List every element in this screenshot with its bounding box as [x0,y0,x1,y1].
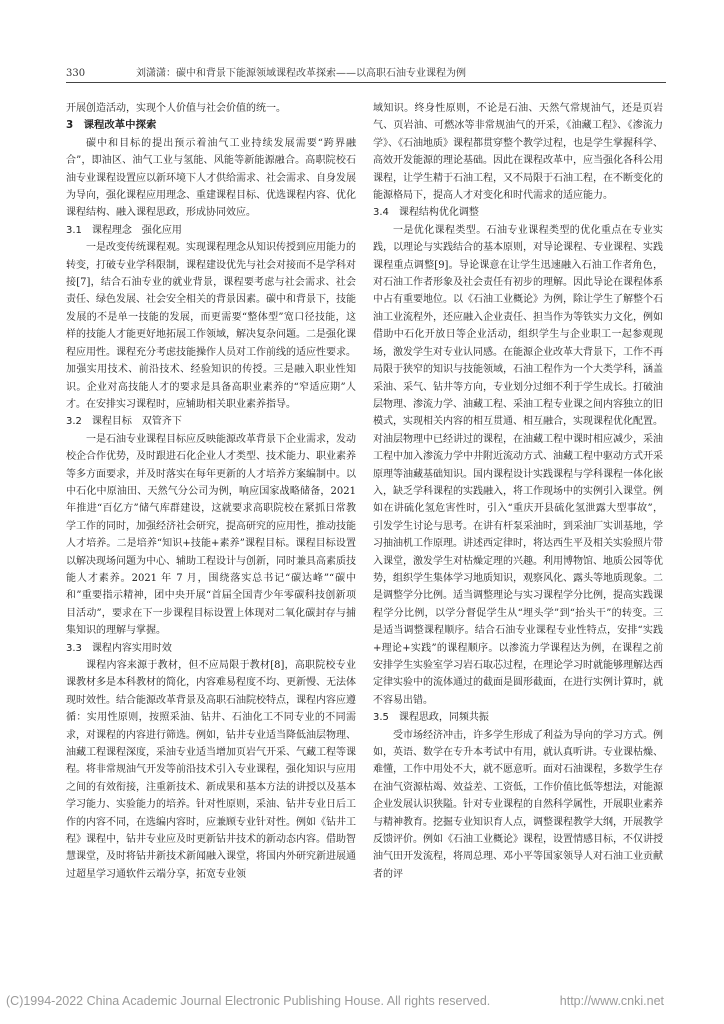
right-column [373,100,663,990]
subsection-heading: 3.5 课程思政，同频共振 [373,712,489,724]
paragraph: 碳中和目标的提出预示着油气工业持续发展需要“跨界融合”，即油区、油气工业与氢能、风能等新能源融合。高职院校石油专业课程设置应以新环境下人才供给需求、社会需求、自身发展为导向，强化课程应用理念、重建课程目标、优选课程内容、优化课程结构、融入课程思政，形成协同效应。 [66,137,356,219]
paragraph: 一是改变传统课程观。实现课程理念从知识传授到应用能力的转变，打破专业学科限制，课程建设优先与社会对接而不是学科对接[7]，结合石油专业的就业背景，课程要考虑与社会需求、社会责任、绿色发展、社会安全相关的背景因素。碳中和背景下，技能发展的不是单一技能的发展，而更需要“整体型”宽口径技能，这样的技能人才能更好地拓展工作领域，解决复杂问题。二是强化课程应用性。课程充分考虑技能操作人员对工作前线的适应性要求。加强实用技术、前沿技术、经验知识的传授。三是融入职业性知识。企业对高技能人才的要求是具备高职业素养的“窄适应期”人才。在安排实习课程时，应辅助相关职业素养指导。 [66,242,356,410]
paragraph: 开展创造活动，实现个人价值与社会价值的统一。 [66,103,286,114]
page-number: 330 [66,68,86,79]
subsection-heading: 3.2 课程目标 双管齐下 [66,416,182,428]
left-column [66,100,356,990]
paragraph: 课程内容来源于教材，但不应局限于教材[8]，高职院校专业课教材多是本科教材的简化，内容难易程度不均、更新慢、无法体现时效性。结合能源改革背景及高职石油院校特点，课程内容应遵循：实用性原则，按照采油、钻井、石油化工不同专业的不同需求，对课程的内容进行筛选。例如，钻井专业适当降低油层物理、油藏工程课程深度，采油专业适当增加页岩气开采、气藏工程等课程。将非常规油气开发等前沿技术引入专业课程，强化知识与应用之间的有效衔接，注重新技术、新成果和基本方法的讲授以及基本学习能力、实验能力的培养。针对性原则，采油、钻井专业日后工作的内容不同，在选编内容时，应兼顾专业针对性。例如《钻井工程》课程中，钻井专业应及时更新钻井技术的新动态内容。借助智慧课堂，及时将钻井新技术新闻融入课堂，将国内外研究新进展通过超星学习通软件云端分享，拓宽专业领 [66,660,356,880]
footer-link[interactable]: http://www.cnki.net [559,994,664,1008]
paragraph: 一是石油专业课程目标应反映能源改革背景下企业需求，发动校企合作优势，及时跟进石化企业人才类型、技术能力、职业素养等多方面要求，并及时落实在每年更新的人才培养方案编制中。以中石化中原油田、天然气分公司为例，响应国家战略储备，2021 年推进“百亿方”储气库群建设，这就要求高职院校在紧抓日常教学工作的同时，加强经济社会研究，提高研究的应用性，推动技能人才培养。二是培养“知识+技能+素养”课程目标。课程目标设置以解决现场问题为中心、辅助工程设计与创新，同时兼具高素质技能人才素养。2021 年 7 月，围绕落实总书记“碳达峰”“碳中和”重要指示精神，团中央开展“首届全国青少年零碳科技创新项目活动”，要求在下一步课程目标设置上体现对二氧化碳封存与捕集知识的理解与掌握。 [66,433,356,637]
subsection-heading: 3.4 课程结构优化调整 [373,207,479,219]
subsection-heading: 3.1 课程理念 强化应用 [66,224,182,236]
paragraph: 一是优化课程类型。石油专业课程类型的优化重点在专业实践，以理论与实践结合的基本原则，对导论课程、专业课程、实践课程重点调整[9]。导论课意在让学生迅速融入石油工作者角色，对石油工作者形象及社会责任有初步的理解。因此导论在课程体系中占有重要地位。以《石油工业概论》为例，除让学生了解整个石油工业流程外，还应融入企业责任、担当作为等铁实力文化，例如借助中石化开放日等企业活动，组织学生与企业职工一起参观现场，激发学生对专业认同感。在能源企业改革大背景下，工作不再局限于狭窄的知识与技能领域，石油工程作为一个大类学科，涵盖采油、采气、钻井等方向，专业划分过细不利于学生成长。打破油层物理、渗流力学、油藏工程、采油工程专业课之间内容独立的旧模式，实现相关内容的相互贯通、相互融合，实现课程优化配置。对油层物理中已经讲过的课程，在油藏工程中课时相应减少，采油工程中加入渗流力学中井附近流动方式、油藏工程中驱动方式开采原理等油藏基础知识。国内课程设计实践课程与学科课程一体化嵌入，缺乏学科课程的实践融入，将工作现场中的实例引入课堂。例如在讲硫化氢危害性时，引入“重庆开县硫化氢泄露大型事故”，引发学生讨论与思考。在讲有杆泵采油时，到采油厂实训基地，学习抽油机工作原理。讲述西定律时，将达西生平及相关实验照片带入课堂，激发学生对枯燥定理的兴趣。利用博物馆、地质公园等优势，组织学生集体学习地质知识，观察风化、露头等地质现象。二是调整学分比例。适当调整理论与实习课程学分比例，提高实践课程学分比例，以学分督促学生从“埋头学”到“抬头干”的转变。三是适当调整课程顺序。结合石油专业课程专业性特点，安排“实践+理论+实践”的课程顺序。以渗流力学课程达为例，在课程之前安排学生实验室学习岩石取芯过程，在理论学习时就能够理解达西定律实验中的流体通过的截面是圆形截面，在进行实例计算时，就不容易出错。 [373,224,663,706]
copyright-footer [0,994,724,1014]
running-title: 刘潇潇：碳中和背景下能源领域课程改革探索——以高职石油专业课程为例 [136,68,466,79]
copyright-notice: (C)1994-2022 China Academic Journal Electronic Publishing House. All rights reserved. [6,994,491,1008]
paragraph: 受市场经济冲击，许多学生形成了利益为导向的学习方式。例如，英语、数学在专升本考试中有用，就认真听讲。专业课枯燥、难懂，工作中用处不大，就不愿意听。面对石油课程，多数学生存在油气资源枯竭、效益差、工资低，工作价值比低等想法，对能源企业发展认识狭隘。针对专业课程的自然科学属性，开展职业素养与精神教育。挖掘专业知识育人点，调整课程教学大纲，开展教学反馈评价。例如《石油工业概论》课程，设置情感目标，不仅讲授油气田开发流程，将周总理、邓小平等国家领导人对石油工业贡献者的评 [373,729,663,880]
running-header [66,66,666,83]
paragraph: 域知识。终身性原则，不论是石油、天然气常规油气，还是页岩气、页岩油、可燃冰等非常规油气的开采，《油藏工程》、《渗流力学》、《石油地质》课程都贯穿整个教学过程，也是学生掌握科学、高效开发能源的理论基础。因此在课程改革中，应当强化各科公用课程，让学生精于石油工程，又不局限于石油工程，在不断变化的能源格局下，提高人才对变化和时代需求的适应能力。 [373,103,663,202]
section-heading: 3 课程改革中探索 [66,119,157,132]
subsection-heading: 3.3 课程内容实用时效 [66,642,172,654]
